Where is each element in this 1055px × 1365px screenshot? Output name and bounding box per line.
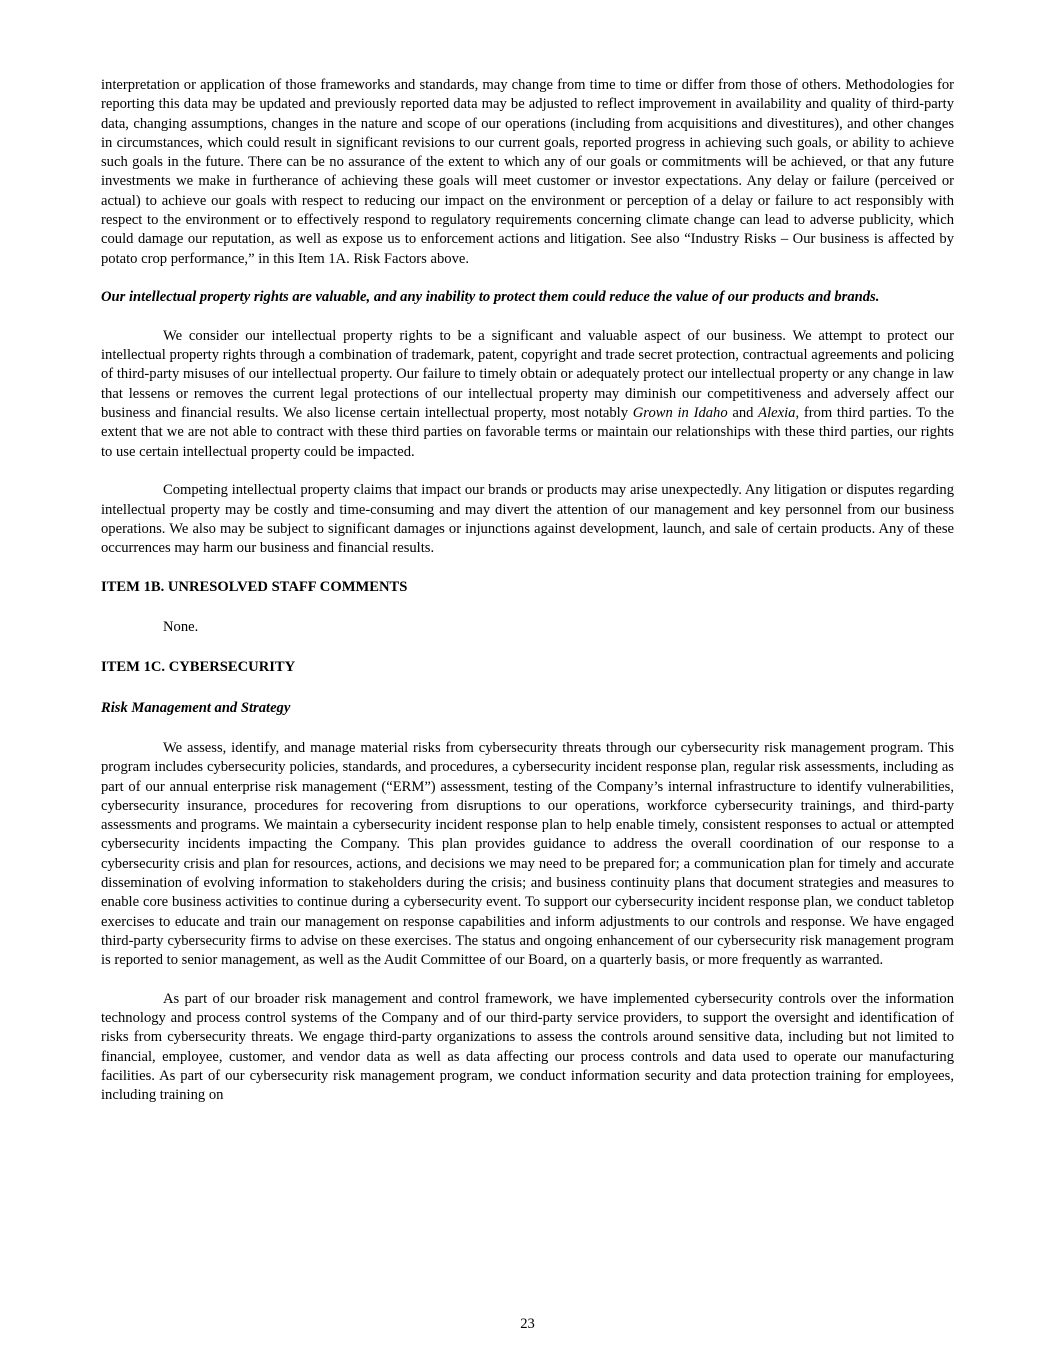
cyber-paragraph-2: As part of our broader risk management and control framework, we have implemented cybersecurity controls over the information technology and process control systems of the Company and of our third-party service providers, to support the oversight and identification of risks from cybersecurity threats. We engage third-party organizations to assess the controls around sensitive data, including but not limited to financial, employee, customer, and vendor data as well as data affecting our process controls and data used to operate our manufacturing facilities. As part of our cybersecurity risk management program, we conduct information security and data protection training for employees, including training on [101, 990, 954, 1104]
risk-management-subheading: Risk Management and Strategy [101, 699, 291, 716]
brand-alexia: Alexia [758, 405, 796, 422]
intro-paragraph: interpretation or application of those frameworks and standards, may change from time to time or differ from those of others. Methodologies for reporting this data may be updated and previously reported data may be adjusted to reflect improvement in availability and quality of third-party data, changing assumptions, changes in the nature and scope of our operations (including from acquisitions and divestitures), and other changes in circumstances, which could result in significant revisions to our current goals, reported progress in achieving such goals, or ability to achieve such goals in the future. There can be no assurance of the extent to which any of our goals or commitments will be achieved, or that any future investments we make in furtherance of achieving these goals will meet customer or investor expectations. Any delay or failure (perceived or actual) to achieve our goals with respect to reducing our impact on the environment or perception of a delay or failure to act responsibly with respect to the environment or to effectively respond to regulatory requirements concerning climate change can lead to adverse publicity, which could damage our reputation, as well as expose us to enforcement actions and litigation. See also “Industry Risks – Our business is affected by potato crop performance,” in this Item 1A. Risk Factors above. [101, 77, 954, 267]
ip-paragraph-1 [101, 327, 954, 462]
item-1c-heading: ITEM 1C. CYBERSECURITY [101, 659, 296, 676]
ip-p1-text-a: We consider our intellectual property rights to be a significant and valuable aspect of our business. We attempt to protect our intellectual property rights through a combination of trademark, patent, copyright and trade secret protection, contractual agreements and policing of third-party misuses of our intellectual property. Our failure to timely obtain or adequately protect our intellectual property or any change in law that lessens or removes the current legal protections of our intellectual property may diminish our competitiveness and adversely affect our business and financial results. We also license certain intellectual property, most notably [101, 327, 954, 422]
ip-paragraph-2: Competing intellectual property claims that impact our brands or products may arise unexpectedly. Any litigation or disputes regarding intellectual property may be costly and time-consuming and may divert the attention of our management and key personnel from our business operations. We also may be subject to significant damages or injunctions against development, launch, and sale of certain products. Any of these occurrences may harm our business and financial results. [101, 482, 954, 557]
document-page [101, 76, 954, 1125]
brand-grown-in-idaho: Grown in Idaho [632, 405, 728, 422]
page-number: 23 [520, 1316, 535, 1332]
ip-p1-and: and [727, 405, 759, 422]
item-1b-body: None. [163, 619, 199, 636]
item-1b-heading: ITEM 1B. UNRESOLVED STAFF COMMENTS [101, 578, 408, 595]
ip-p1-text-b: , from third parties. To the extent that we are not able to contract with these third parties on favorable terms or maintain our relationships with these third parties, our rights to use certain intellectual property could be impacted. [101, 405, 954, 460]
ip-risk-heading: Our intellectual property rights are valuable, and any inability to protect them could reduce the value of our products and brands. [101, 289, 880, 306]
cyber-paragraph-1: We assess, identify, and manage material risks from cybersecurity threats through our cybersecurity risk management program. This program includes cybersecurity policies, standards, and procedures, a cybersecurity incident response plan, regular risk assessments, including as part of our annual enterprise risk management (“ERM”) assessment, testing of the Company’s internal infrastructure to identify vulnerabilities, cybersecurity insurance, procedures for recovering from disruptions to our operations, workforce cybersecurity trainings, and third-party assessments and programs. We maintain a cybersecurity incident response plan to help enable timely, consistent responses to actual or attempted cybersecurity incidents impacting the Company. This plan provides guidance to address the overall coordination of our response to a cybersecurity crisis and plan for resources, actions, and decisions we may need to be prepared for; a communication plan for timely and accurate dissemination of evolving information to stakeholders during the crisis; and business continuity plans that document strategies and measures to enable core business activities to continue during a cybersecurity event. To support our cybersecurity incident response plan, we conduct tabletop exercises to educate and train our management on response capabilities and inform adjustments to our controls and response. We have engaged third-party cybersecurity firms to advise on these exercises. The status and ongoing enhancement of our cybersecurity risk management program is reported to senior management, as well as the Audit Committee of our Board, on a quarterly basis, or more frequently as warranted. [101, 739, 954, 969]
